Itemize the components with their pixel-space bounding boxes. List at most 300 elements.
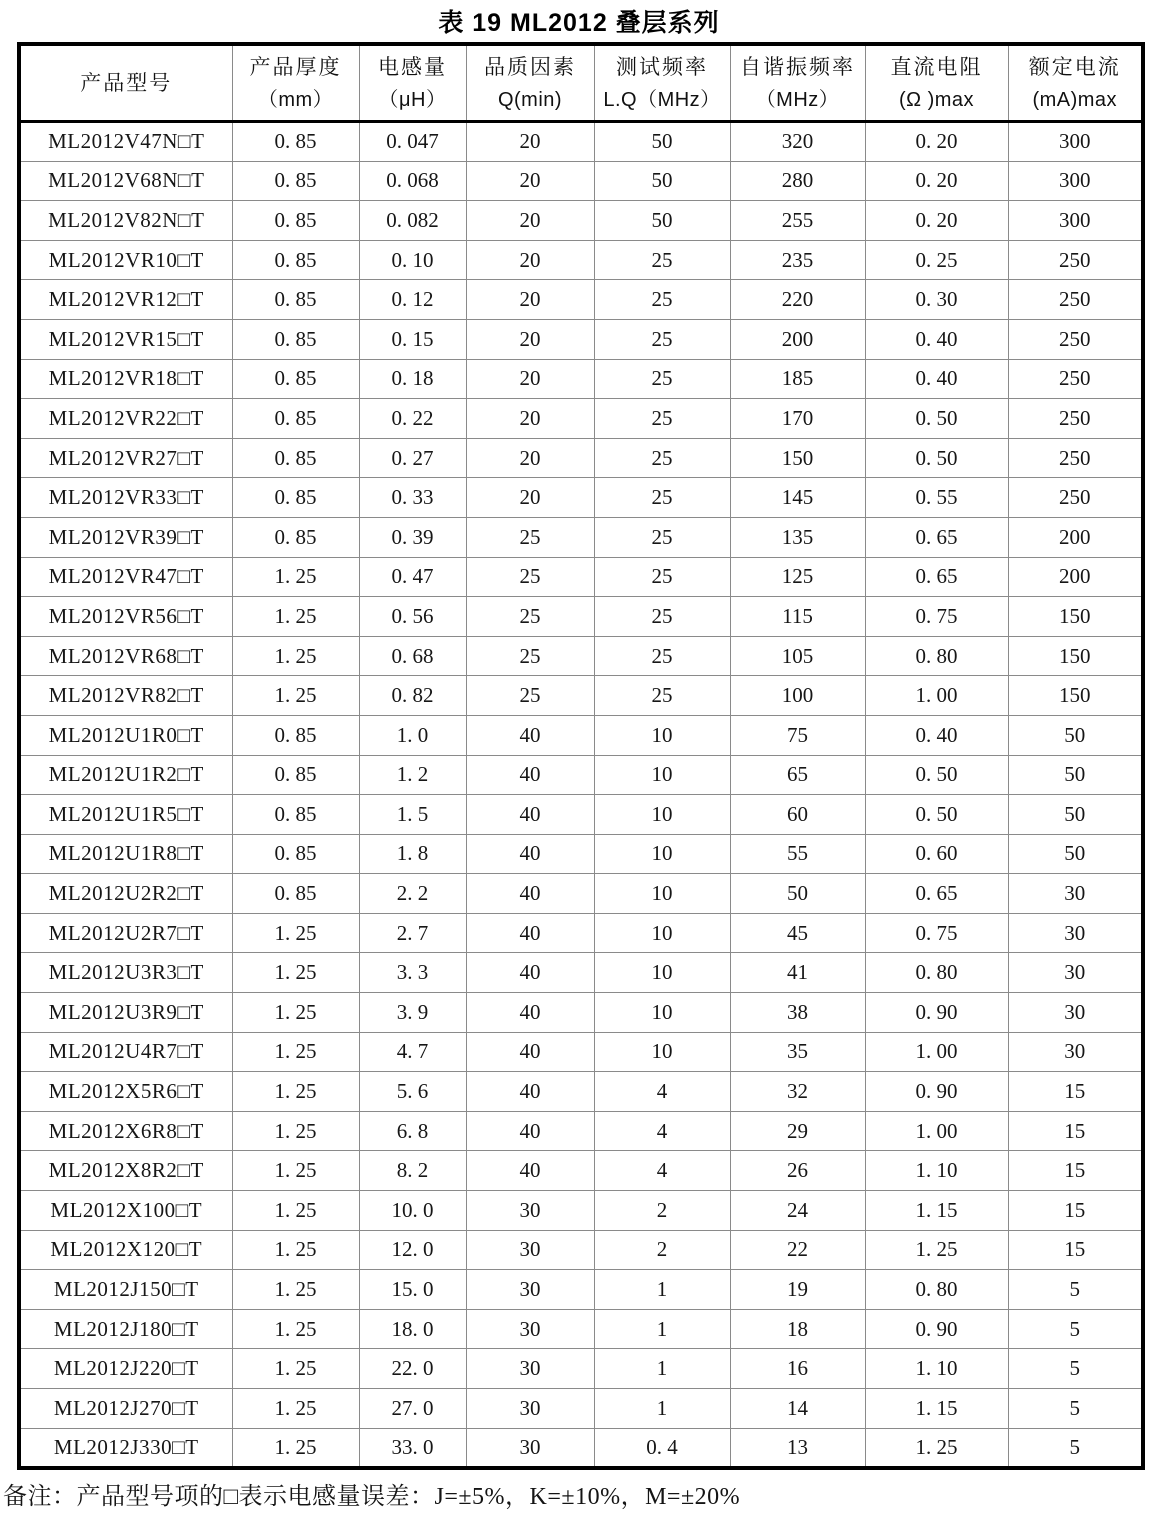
col-header-thickness [232, 44, 359, 122]
cell-thickness: 1. 25 [232, 1111, 359, 1151]
cell-q-factor: 20 [466, 201, 594, 241]
cell-inductance: 5. 6 [359, 1072, 466, 1112]
cell-thickness: 0. 85 [232, 399, 359, 439]
cell-rated-current: 150 [1008, 636, 1143, 676]
table-row [19, 478, 1143, 518]
table-row [19, 597, 1143, 637]
cell-rated-current: 250 [1008, 319, 1143, 359]
cell-thickness: 0. 85 [232, 795, 359, 835]
table-row [19, 1072, 1143, 1112]
cell-rated-current: 30 [1008, 913, 1143, 953]
cell-dc-resistance: 0. 50 [865, 399, 1008, 439]
cell-inductance: 0. 68 [359, 636, 466, 676]
cell-rated-current: 50 [1008, 755, 1143, 795]
col-header-test-frequency-unit: L.Q（MHz） [603, 89, 721, 111]
cell-srf: 220 [730, 280, 865, 320]
cell-inductance: 10. 0 [359, 1191, 466, 1231]
cell-dc-resistance: 1. 10 [865, 1151, 1008, 1191]
table-title: 表 19 ML2012 叠层系列 [438, 9, 720, 37]
table-row [19, 676, 1143, 716]
table-row [19, 319, 1143, 359]
cell-inductance: 0. 33 [359, 478, 466, 518]
table-row [19, 993, 1143, 1033]
col-header-inductance-label: 电感量 [378, 55, 447, 79]
cell-test-frequency: 4 [594, 1151, 730, 1191]
cell-dc-resistance: 0. 80 [865, 636, 1008, 676]
cell-rated-current: 250 [1008, 438, 1143, 478]
col-header-model-label: 产品型号 [80, 71, 173, 95]
cell-test-frequency: 1 [594, 1389, 730, 1429]
cell-rated-current: 300 [1008, 161, 1143, 201]
cell-inductance: 0. 10 [359, 240, 466, 280]
col-header-thickness-label: 产品厚度 [249, 55, 342, 79]
cell-thickness: 0. 85 [232, 715, 359, 755]
cell-test-frequency: 25 [594, 597, 730, 637]
cell-model: ML2012V47N□T [19, 122, 232, 162]
cell-model: ML2012J330□T [19, 1428, 232, 1468]
cell-thickness: 0. 85 [232, 517, 359, 557]
table-row [19, 1389, 1143, 1429]
cell-q-factor: 25 [466, 557, 594, 597]
col-header-srf-unit: （MHz） [755, 89, 840, 111]
cell-srf: 16 [730, 1349, 865, 1389]
cell-srf: 145 [730, 478, 865, 518]
cell-srf: 38 [730, 993, 865, 1033]
cell-rated-current: 5 [1008, 1349, 1143, 1389]
cell-q-factor: 40 [466, 795, 594, 835]
cell-rated-current: 250 [1008, 399, 1143, 439]
cell-srf: 13 [730, 1428, 865, 1468]
cell-thickness: 1. 25 [232, 1389, 359, 1429]
col-header-rated-current-unit: (mA)max [1032, 89, 1118, 111]
cell-srf: 32 [730, 1072, 865, 1112]
cell-test-frequency: 4 [594, 1072, 730, 1112]
cell-rated-current: 250 [1008, 478, 1143, 518]
col-header-test-frequency [594, 44, 730, 122]
cell-dc-resistance: 0. 20 [865, 122, 1008, 162]
cell-dc-resistance: 1. 25 [865, 1230, 1008, 1270]
cell-inductance: 0. 27 [359, 438, 466, 478]
cell-q-factor: 30 [466, 1349, 594, 1389]
cell-rated-current: 5 [1008, 1270, 1143, 1310]
col-header-dc-resistance [865, 44, 1008, 122]
cell-rated-current: 200 [1008, 517, 1143, 557]
cell-srf: 45 [730, 913, 865, 953]
cell-srf: 55 [730, 834, 865, 874]
cell-model: ML2012VR47□T [19, 557, 232, 597]
cell-dc-resistance: 0. 20 [865, 201, 1008, 241]
cell-model: ML2012V82N□T [19, 201, 232, 241]
table-row [19, 795, 1143, 835]
cell-inductance: 0. 22 [359, 399, 466, 439]
cell-test-frequency: 2 [594, 1191, 730, 1231]
cell-model: ML2012J180□T [19, 1309, 232, 1349]
cell-dc-resistance: 0. 75 [865, 597, 1008, 637]
cell-srf: 41 [730, 953, 865, 993]
cell-q-factor: 40 [466, 755, 594, 795]
cell-dc-resistance: 0. 65 [865, 517, 1008, 557]
col-header-srf [730, 44, 865, 122]
cell-inductance: 0. 82 [359, 676, 466, 716]
cell-inductance: 27. 0 [359, 1389, 466, 1429]
cell-model: ML2012VR22□T [19, 399, 232, 439]
cell-thickness: 1. 25 [232, 676, 359, 716]
cell-q-factor: 30 [466, 1428, 594, 1468]
cell-rated-current: 30 [1008, 993, 1143, 1033]
cell-test-frequency: 1 [594, 1270, 730, 1310]
cell-srf: 75 [730, 715, 865, 755]
cell-model: ML2012VR56□T [19, 597, 232, 637]
cell-q-factor: 20 [466, 359, 594, 399]
cell-inductance: 0. 18 [359, 359, 466, 399]
table-row [19, 1309, 1143, 1349]
table-row [19, 201, 1143, 241]
cell-dc-resistance: 0. 30 [865, 280, 1008, 320]
cell-test-frequency: 10 [594, 795, 730, 835]
cell-inductance: 2. 2 [359, 874, 466, 914]
cell-model: ML2012U1R2□T [19, 755, 232, 795]
cell-srf: 185 [730, 359, 865, 399]
cell-srf: 18 [730, 1309, 865, 1349]
col-header-model [19, 44, 232, 122]
cell-rated-current: 15 [1008, 1151, 1143, 1191]
cell-model: ML2012U3R3□T [19, 953, 232, 993]
cell-q-factor: 40 [466, 834, 594, 874]
cell-thickness: 1. 25 [232, 1349, 359, 1389]
cell-rated-current: 50 [1008, 834, 1143, 874]
cell-rated-current: 50 [1008, 795, 1143, 835]
cell-inductance: 12. 0 [359, 1230, 466, 1270]
cell-srf: 22 [730, 1230, 865, 1270]
cell-srf: 50 [730, 874, 865, 914]
table-row [19, 1270, 1143, 1310]
cell-dc-resistance: 0. 80 [865, 1270, 1008, 1310]
table-row [19, 1349, 1143, 1389]
cell-inductance: 4. 7 [359, 1032, 466, 1072]
cell-q-factor: 40 [466, 913, 594, 953]
table-row [19, 517, 1143, 557]
cell-q-factor: 30 [466, 1230, 594, 1270]
table-row [19, 1428, 1143, 1468]
cell-inductance: 0. 47 [359, 557, 466, 597]
cell-test-frequency: 10 [594, 755, 730, 795]
cell-dc-resistance: 0. 55 [865, 478, 1008, 518]
cell-q-factor: 40 [466, 1151, 594, 1191]
cell-q-factor: 25 [466, 597, 594, 637]
cell-dc-resistance: 0. 50 [865, 438, 1008, 478]
cell-dc-resistance: 0. 90 [865, 1309, 1008, 1349]
cell-rated-current: 250 [1008, 359, 1143, 399]
cell-thickness: 0. 85 [232, 201, 359, 241]
cell-q-factor: 30 [466, 1309, 594, 1349]
cell-model: ML2012VR82□T [19, 676, 232, 716]
cell-model: ML2012X120□T [19, 1230, 232, 1270]
cell-srf: 320 [730, 122, 865, 162]
cell-test-frequency: 25 [594, 478, 730, 518]
cell-srf: 26 [730, 1151, 865, 1191]
cell-test-frequency: 50 [594, 201, 730, 241]
spec-table [17, 42, 1145, 1470]
cell-rated-current: 15 [1008, 1191, 1143, 1231]
cell-thickness: 1. 25 [232, 1270, 359, 1310]
cell-dc-resistance: 0. 50 [865, 795, 1008, 835]
cell-inductance: 0. 047 [359, 122, 466, 162]
cell-test-frequency: 10 [594, 993, 730, 1033]
col-header-dc-resistance-label: 直流电阻 [890, 55, 983, 79]
cell-inductance: 6. 8 [359, 1111, 466, 1151]
cell-test-frequency: 25 [594, 438, 730, 478]
cell-model: ML2012VR15□T [19, 319, 232, 359]
cell-thickness: 1. 25 [232, 993, 359, 1033]
cell-q-factor: 40 [466, 953, 594, 993]
cell-model: ML2012VR39□T [19, 517, 232, 557]
cell-srf: 235 [730, 240, 865, 280]
cell-inductance: 2. 7 [359, 913, 466, 953]
cell-test-frequency: 10 [594, 715, 730, 755]
cell-srf: 280 [730, 161, 865, 201]
table-row [19, 913, 1143, 953]
cell-thickness: 1. 25 [232, 913, 359, 953]
table-row [19, 1111, 1143, 1151]
cell-thickness: 0. 85 [232, 478, 359, 518]
cell-test-frequency: 0. 4 [594, 1428, 730, 1468]
cell-rated-current: 300 [1008, 201, 1143, 241]
cell-thickness: 0. 85 [232, 438, 359, 478]
cell-q-factor: 40 [466, 1111, 594, 1151]
cell-dc-resistance: 1. 00 [865, 1032, 1008, 1072]
cell-dc-resistance: 0. 65 [865, 874, 1008, 914]
cell-rated-current: 30 [1008, 1032, 1143, 1072]
table-row [19, 122, 1143, 162]
cell-thickness: 0. 85 [232, 359, 359, 399]
cell-dc-resistance: 1. 00 [865, 676, 1008, 716]
col-header-q-factor-unit: Q(min) [497, 89, 563, 111]
col-header-rated-current [1008, 44, 1143, 122]
table-row [19, 161, 1143, 201]
cell-thickness: 0. 85 [232, 161, 359, 201]
cell-rated-current: 50 [1008, 715, 1143, 755]
cell-thickness: 0. 85 [232, 240, 359, 280]
table-row [19, 755, 1143, 795]
cell-q-factor: 40 [466, 1032, 594, 1072]
cell-dc-resistance: 1. 15 [865, 1389, 1008, 1429]
cell-rated-current: 5 [1008, 1428, 1143, 1468]
cell-model: ML2012VR68□T [19, 636, 232, 676]
cell-thickness: 1. 25 [232, 1428, 359, 1468]
cell-thickness: 1. 25 [232, 1072, 359, 1112]
cell-dc-resistance: 1. 10 [865, 1349, 1008, 1389]
cell-q-factor: 40 [466, 993, 594, 1033]
cell-model: ML2012J270□T [19, 1389, 232, 1429]
col-header-q-factor [466, 44, 594, 122]
cell-q-factor: 30 [466, 1270, 594, 1310]
cell-inductance: 1. 2 [359, 755, 466, 795]
cell-model: ML2012U1R8□T [19, 834, 232, 874]
table-row [19, 399, 1143, 439]
cell-model: ML2012X6R8□T [19, 1111, 232, 1151]
cell-dc-resistance: 0. 90 [865, 1072, 1008, 1112]
cell-test-frequency: 25 [594, 319, 730, 359]
cell-q-factor: 20 [466, 122, 594, 162]
cell-inductance: 18. 0 [359, 1309, 466, 1349]
table-body [19, 122, 1143, 1468]
cell-rated-current: 15 [1008, 1072, 1143, 1112]
cell-rated-current: 30 [1008, 953, 1143, 993]
cell-rated-current: 200 [1008, 557, 1143, 597]
cell-test-frequency: 25 [594, 676, 730, 716]
cell-thickness: 1. 25 [232, 1230, 359, 1270]
cell-test-frequency: 1 [594, 1309, 730, 1349]
cell-test-frequency: 25 [594, 280, 730, 320]
table-header [19, 44, 1143, 122]
cell-thickness: 0. 85 [232, 874, 359, 914]
cell-test-frequency: 25 [594, 359, 730, 399]
cell-q-factor: 20 [466, 240, 594, 280]
cell-inductance: 0. 56 [359, 597, 466, 637]
cell-thickness: 0. 85 [232, 834, 359, 874]
cell-inductance: 0. 12 [359, 280, 466, 320]
cell-rated-current: 5 [1008, 1309, 1143, 1349]
cell-test-frequency: 4 [594, 1111, 730, 1151]
cell-test-frequency: 25 [594, 399, 730, 439]
table-row [19, 557, 1143, 597]
col-header-test-frequency-label: 测试频率 [616, 55, 708, 79]
cell-q-factor: 25 [466, 636, 594, 676]
cell-test-frequency: 25 [594, 240, 730, 280]
table-row [19, 715, 1143, 755]
cell-inductance: 1. 8 [359, 834, 466, 874]
cell-dc-resistance: 0. 90 [865, 993, 1008, 1033]
cell-test-frequency: 1 [594, 1349, 730, 1389]
cell-srf: 60 [730, 795, 865, 835]
col-header-inductance [359, 44, 466, 122]
cell-inductance: 15. 0 [359, 1270, 466, 1310]
cell-inductance: 22. 0 [359, 1349, 466, 1389]
cell-test-frequency: 10 [594, 834, 730, 874]
cell-dc-resistance: 1. 00 [865, 1111, 1008, 1151]
cell-model: ML2012U2R2□T [19, 874, 232, 914]
header-row [19, 44, 1143, 122]
cell-srf: 135 [730, 517, 865, 557]
cell-srf: 100 [730, 676, 865, 716]
cell-thickness: 1. 25 [232, 1191, 359, 1231]
cell-inductance: 0. 15 [359, 319, 466, 359]
cell-dc-resistance: 0. 80 [865, 953, 1008, 993]
table-row [19, 1151, 1143, 1191]
cell-thickness: 1. 25 [232, 636, 359, 676]
cell-model: ML2012VR27□T [19, 438, 232, 478]
cell-q-factor: 20 [466, 319, 594, 359]
table-row [19, 953, 1143, 993]
cell-thickness: 0. 85 [232, 755, 359, 795]
cell-model: ML2012X100□T [19, 1191, 232, 1231]
cell-model: ML2012J220□T [19, 1349, 232, 1389]
cell-thickness: 1. 25 [232, 1309, 359, 1349]
table-row [19, 438, 1143, 478]
cell-dc-resistance: 0. 40 [865, 359, 1008, 399]
cell-model: ML2012U2R7□T [19, 913, 232, 953]
table-row [19, 1230, 1143, 1270]
cell-q-factor: 20 [466, 280, 594, 320]
table-row [19, 240, 1143, 280]
table-row [19, 636, 1143, 676]
cell-srf: 14 [730, 1389, 865, 1429]
cell-model: ML2012X8R2□T [19, 1151, 232, 1191]
cell-rated-current: 150 [1008, 676, 1143, 716]
cell-q-factor: 20 [466, 478, 594, 518]
cell-dc-resistance: 0. 60 [865, 834, 1008, 874]
cell-inductance: 8. 2 [359, 1151, 466, 1191]
cell-dc-resistance: 0. 65 [865, 557, 1008, 597]
col-header-q-factor-label: 品质因素 [484, 55, 576, 79]
cell-q-factor: 20 [466, 438, 594, 478]
cell-model: ML2012VR18□T [19, 359, 232, 399]
cell-thickness: 0. 85 [232, 319, 359, 359]
cell-q-factor: 20 [466, 161, 594, 201]
cell-model: ML2012X5R6□T [19, 1072, 232, 1112]
footnote: 备注：产品型号项的□表示电感量误差：J=±5%，K=±10%，M=±20% [3, 1484, 741, 1510]
cell-srf: 24 [730, 1191, 865, 1231]
cell-model: ML2012U4R7□T [19, 1032, 232, 1072]
cell-thickness: 1. 25 [232, 597, 359, 637]
cell-test-frequency: 25 [594, 636, 730, 676]
cell-inductance: 33. 0 [359, 1428, 466, 1468]
cell-srf: 19 [730, 1270, 865, 1310]
cell-q-factor: 25 [466, 676, 594, 716]
col-header-thickness-unit: （mm） [257, 89, 334, 111]
cell-thickness: 0. 85 [232, 122, 359, 162]
table-row [19, 1191, 1143, 1231]
cell-dc-resistance: 0. 40 [865, 319, 1008, 359]
col-header-srf-label: 自谐振频率 [740, 55, 855, 79]
cell-rated-current: 30 [1008, 874, 1143, 914]
col-header-inductance-unit: （μH） [378, 89, 447, 111]
cell-srf: 255 [730, 201, 865, 241]
cell-inductance: 0. 082 [359, 201, 466, 241]
table-row [19, 874, 1143, 914]
cell-model: ML2012V68N□T [19, 161, 232, 201]
cell-test-frequency: 25 [594, 557, 730, 597]
cell-test-frequency: 2 [594, 1230, 730, 1270]
cell-test-frequency: 10 [594, 874, 730, 914]
cell-test-frequency: 50 [594, 122, 730, 162]
cell-rated-current: 15 [1008, 1230, 1143, 1270]
cell-srf: 105 [730, 636, 865, 676]
cell-q-factor: 30 [466, 1191, 594, 1231]
cell-inductance: 3. 3 [359, 953, 466, 993]
col-header-rated-current-label: 额定电流 [1028, 55, 1121, 79]
table-row [19, 359, 1143, 399]
cell-test-frequency: 10 [594, 913, 730, 953]
cell-dc-resistance: 0. 75 [865, 913, 1008, 953]
cell-q-factor: 25 [466, 517, 594, 557]
cell-inductance: 1. 0 [359, 715, 466, 755]
cell-model: ML2012U1R0□T [19, 715, 232, 755]
cell-dc-resistance: 0. 50 [865, 755, 1008, 795]
cell-q-factor: 40 [466, 1072, 594, 1112]
cell-model: ML2012VR10□T [19, 240, 232, 280]
table-row [19, 280, 1143, 320]
cell-model: ML2012U3R9□T [19, 993, 232, 1033]
cell-dc-resistance: 1. 25 [865, 1428, 1008, 1468]
cell-srf: 35 [730, 1032, 865, 1072]
cell-test-frequency: 50 [594, 161, 730, 201]
cell-dc-resistance: 0. 20 [865, 161, 1008, 201]
cell-srf: 150 [730, 438, 865, 478]
cell-q-factor: 40 [466, 715, 594, 755]
table-row [19, 1032, 1143, 1072]
cell-dc-resistance: 0. 40 [865, 715, 1008, 755]
